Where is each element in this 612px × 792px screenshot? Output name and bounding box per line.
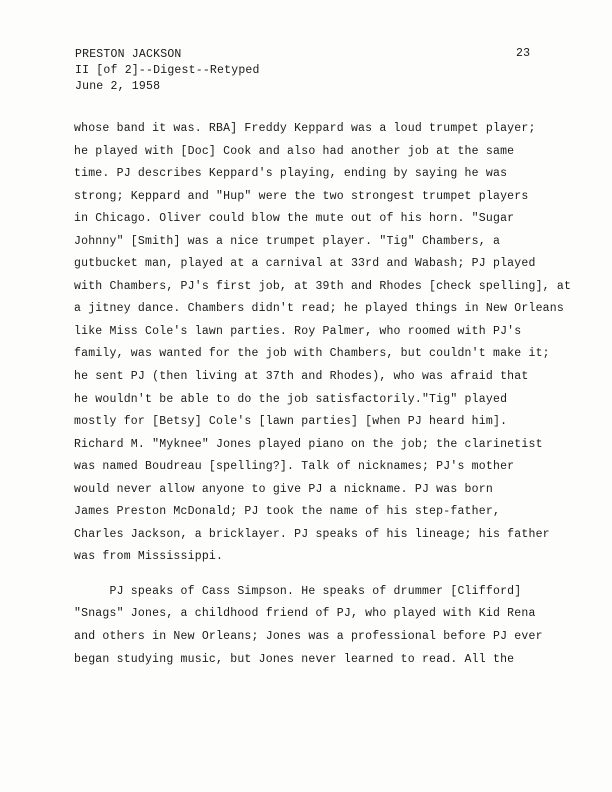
text-line: he wouldn't be able to do the job satisfactorily."Tig" played xyxy=(74,392,508,406)
text-line: like Miss Cole's lawn parties. Roy Palmer, who roomed with PJ's xyxy=(74,324,522,338)
text-line: mostly for [Betsy] Cole's [lawn parties] [when PJ heard him]. xyxy=(74,415,508,429)
text-line: he played with [Doc] Cook and also had another job at the same xyxy=(74,144,515,158)
interview-date: June 2, 1958 xyxy=(75,80,161,93)
text-line: began studying music, but Jones never learned to read. All the xyxy=(74,652,515,666)
paragraph-1 xyxy=(74,118,574,569)
text-line: he sent PJ (then living at 37th and Rhodes), who was afraid that xyxy=(74,370,529,384)
page-number: 23 xyxy=(516,47,531,60)
text-line: a jitney dance. Chambers didn't read; he played things in New Orleans xyxy=(74,302,564,316)
text-line: was named Boudreau [spelling?]. Talk of nicknames; PJ's mother xyxy=(74,460,515,474)
text-line: time. PJ describes Keppard's playing, ending by saying he was xyxy=(74,167,508,181)
paragraph-2 xyxy=(74,581,574,671)
document-header xyxy=(75,47,260,95)
paragraph-gap xyxy=(74,569,574,581)
text-line: would never allow anyone to give PJ a nickname. PJ was born xyxy=(74,482,493,496)
body-text xyxy=(74,118,574,671)
document-subtitle: II [of 2]--Digest--Retyped xyxy=(75,64,260,77)
text-line: strong; Keppard and "Hup" were the two strongest trumpet players xyxy=(74,189,529,203)
text-line: in Chicago. Oliver could blow the mute out of his horn. "Sugar xyxy=(74,212,515,226)
text-line: "Snags" Jones, a childhood friend of PJ, who played with Kid Rena xyxy=(74,607,536,621)
text-line: Charles Jackson, a bricklayer. PJ speaks of his lineage; his father xyxy=(74,527,550,541)
text-line: James Preston McDonald; PJ took the name of his step-father, xyxy=(74,505,501,519)
text-line: Richard M. "Myknee" Jones played piano on the job; the clarinetist xyxy=(74,437,543,451)
text-line: and others in New Orleans; Jones was a professional before PJ ever xyxy=(74,630,543,644)
text-line: gutbucket man, played at a carnival at 33rd and Wabash; PJ played xyxy=(74,257,536,271)
text-line: with Chambers, PJ's first job, at 39th and Rhodes [check spelling], at xyxy=(74,279,572,293)
text-line: family, was wanted for the job with Chambers, but couldn't make it; xyxy=(74,347,550,361)
text-line: whose band it was. RBA] Freddy Keppard was a loud trumpet player; xyxy=(74,122,536,135)
interviewee-name: PRESTON JACKSON xyxy=(75,48,182,61)
text-line: PJ speaks of Cass Simpson. He speaks of drummer [Clifford] xyxy=(74,584,522,598)
text-line: was from Mississippi. xyxy=(74,550,224,564)
text-line: Johnny" [Smith] was a nice trumpet player. "Tig" Chambers, a xyxy=(74,234,501,248)
